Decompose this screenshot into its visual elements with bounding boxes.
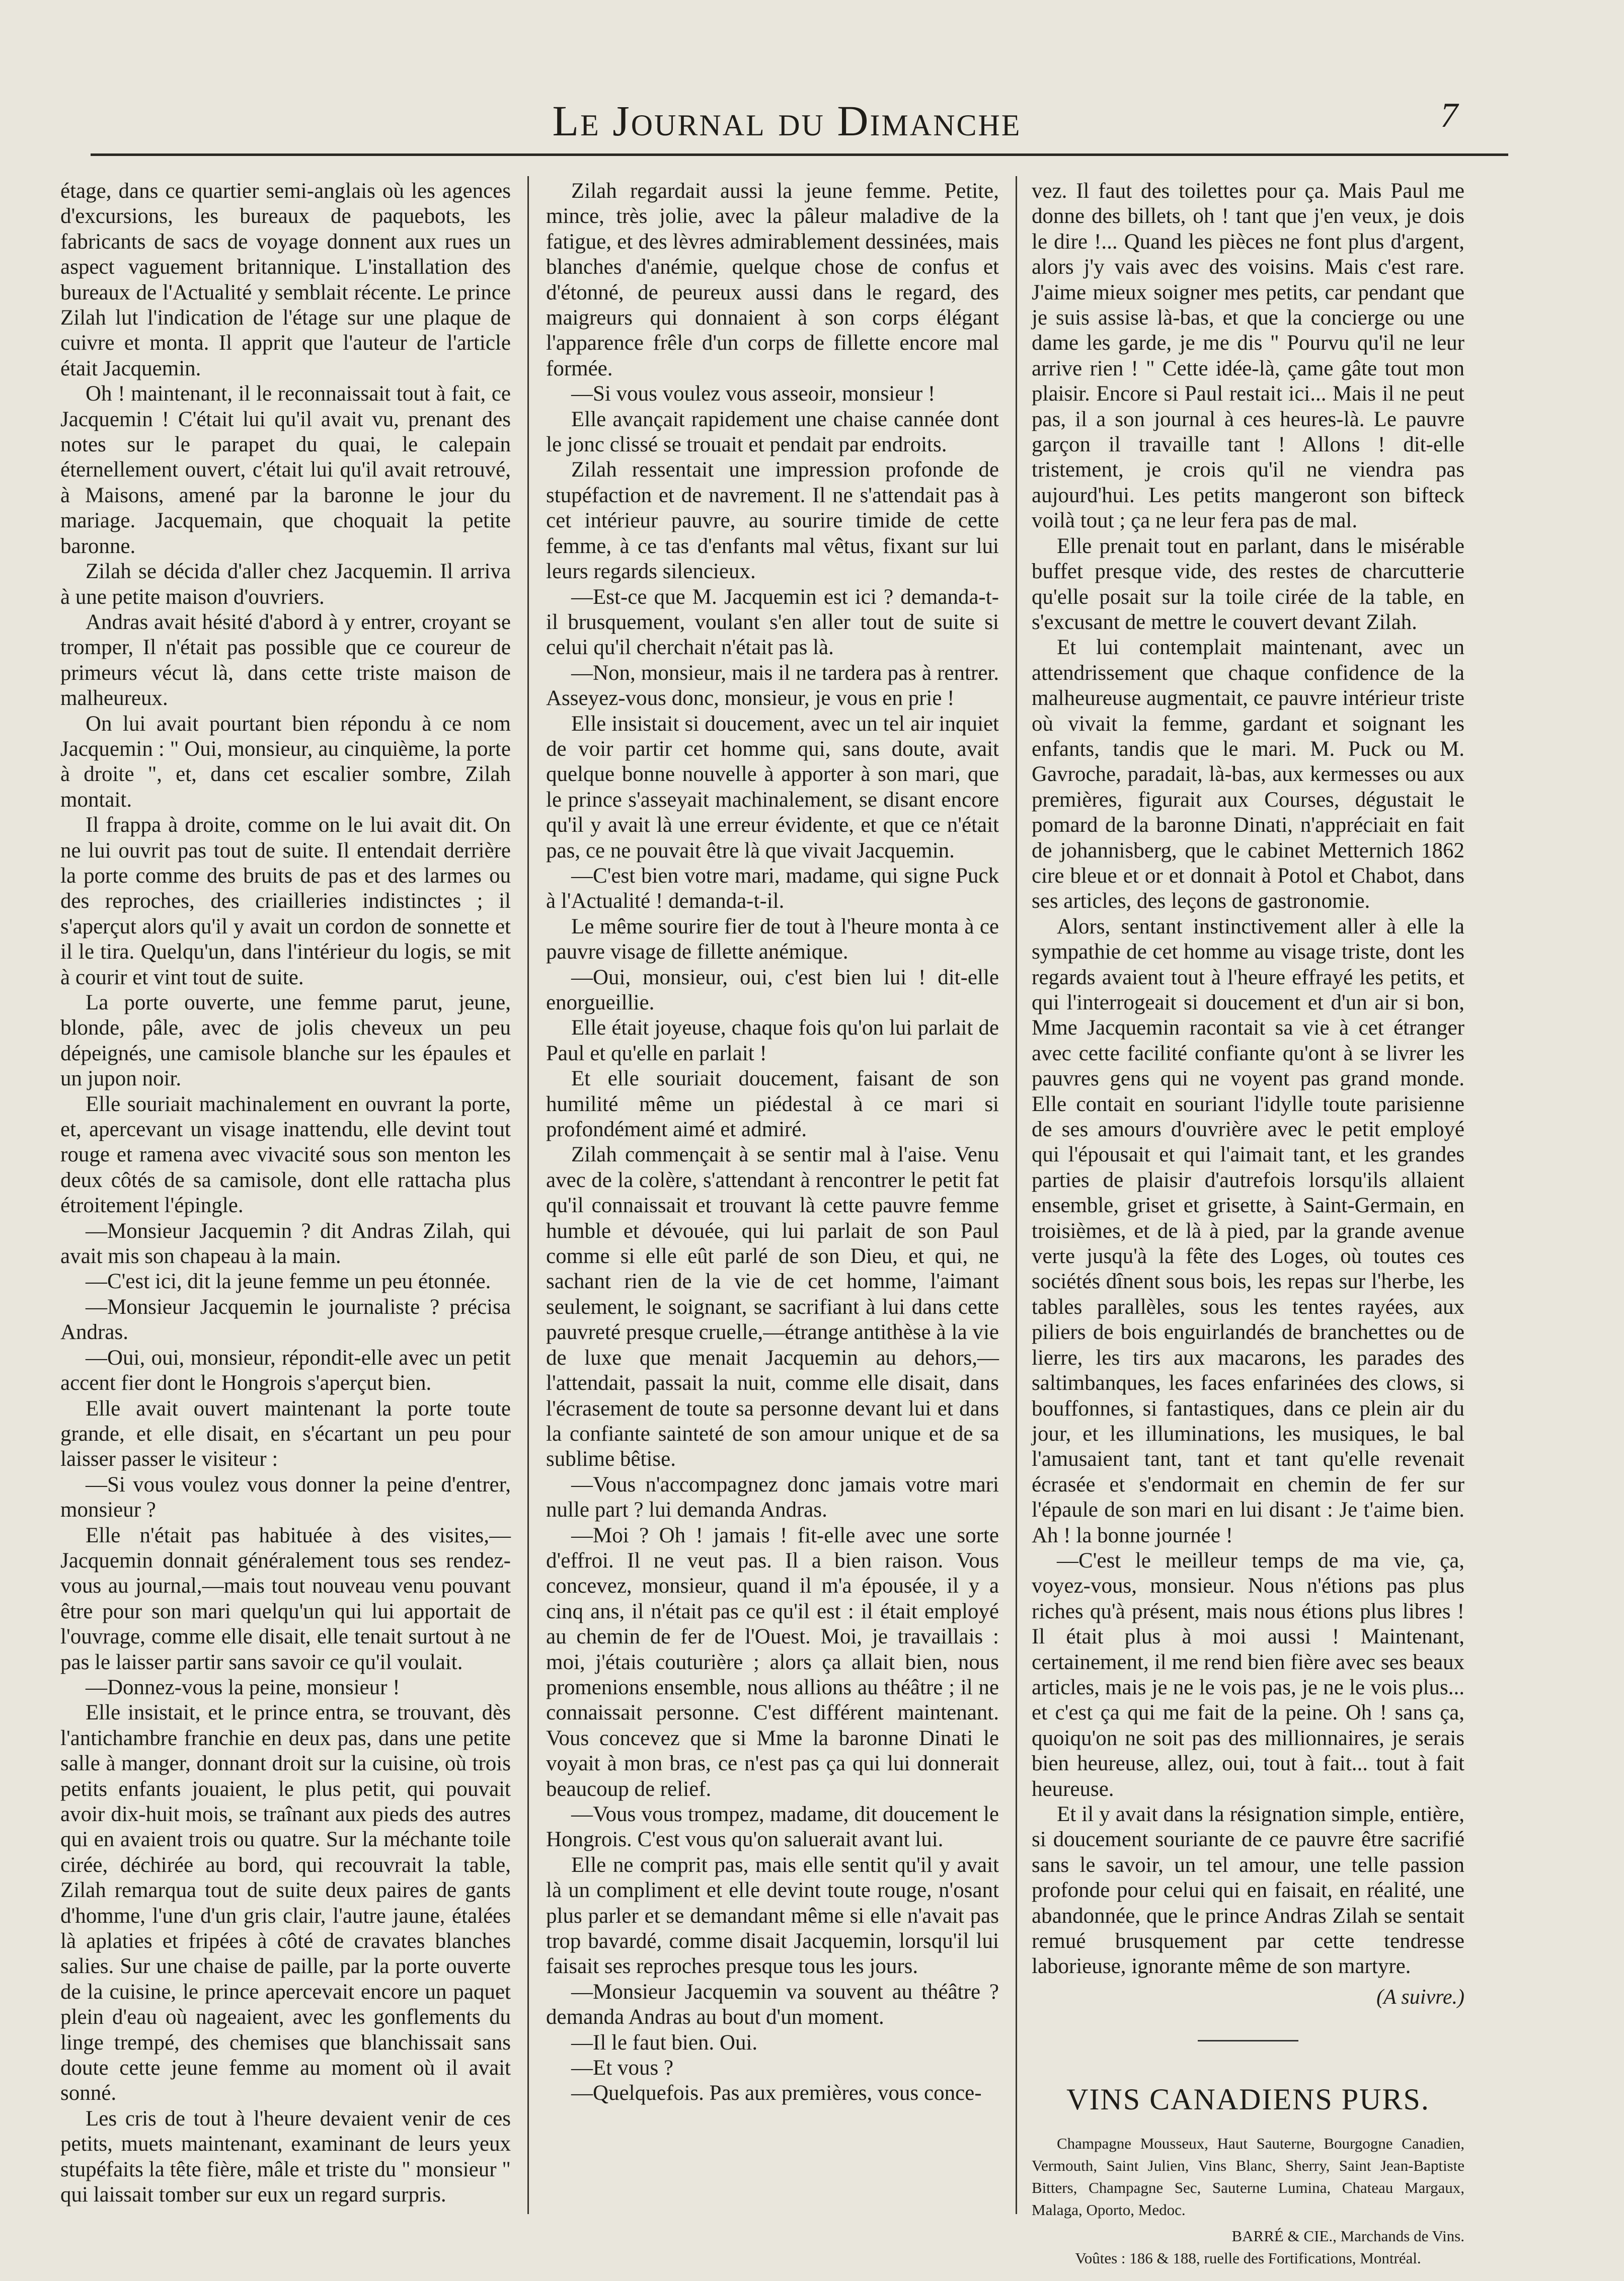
paragraph: —Quelquefois. Pas aux premières, vous conce- <box>571 2081 982 2105</box>
header-rule <box>91 153 1508 156</box>
column-1 <box>60 179 511 2207</box>
paragraph: Elle était joyeuse, chaque fois qu'on lui parlait de Paul et qu'elle en parlait ! <box>546 1016 999 1065</box>
ad-body: Champagne Mousseux, Haut Sauterne, Bourgogne Canadien, Vermouth, Saint Julien, Vins Blanc, Sherry, Saint Jean-Baptiste Bitters, Champagne Sec, Sauterne Lumina, Chateau Margaux, Malaga, Oporto, Medoc. <box>1032 2134 1464 2219</box>
paragraph: Et lui contemplait maintenant, avec un attendrissement que chaque confidence de la malheureuse augmentait, ce pauvre intérieur triste où vivait la femme, gardant et soignant les enfants, tandis que le mari. M. Puck ou M. Gavroche, paradait, là-bas, aux kermesses ou aux premières, figurait aux Courses, dégustait le pomard de la baronne Dinati, n'appréciait en fait de johannisberg, que le cabinet Metternich 1862 cire bleue et or et donnait à Potol et Chabot, dans ses articles, des leçons de gastronomie. <box>1032 636 1464 913</box>
paragraph: Alors, sentant instinctivement aller à elle la sympathie de cet homme au visage triste, dont les regards avaient tout à l'heure effrayé les petits, et qui l'interrogeait si doucement et d'un air si bon, Mme Jacquemin racontait sa vie à cet étranger avec cette facilité confiante qu'ont à se livrer les pauvres gens qui ne voyent pas grand monde. Elle contait en souriant l'idylle toute parisienne de ses amours d'ouvrière avec le petit employé qui l'épousait et qui l'aimait tant, et les grandes parties de plaisir d'autrefois lorsqu'ils allaient ensemble, griset et grisette, à Saint-Germain, en troisièmes, et de là à pied, par la grande avenue verte jusqu'à la fête des Loges, où toutes ces sociétés dînent sous bois, les repas sur l'herbe, les tables parallèles, sous les tentes rayées, aux piliers de bois enguirlandés de branchettes ou de lierre, les tirs aux macarons, les parades des saltimbanques, les faces enfarinées des clows, si bouffonnes, si fantastiques, dans ce plein air du jour, et les illuminations, les musiques, le bal l'amusaient tant, tant et tant qu'elle revenait écrasée et s'endormait en chemin de fer sur l'épaule de son mari en lui disant : Je t'aime bien. Ah ! la bonne journée ! <box>1032 914 1464 1547</box>
paragraph: Et elle souriait doucement, faisant de son humilité même un piédestal à ce mari si profondément aimé et admiré. <box>546 1067 999 1142</box>
paragraph: —Moi ? Oh ! jamais ! fit-elle avec une sorte d'effroi. Il ne veut pas. Il a bien raison. Vous concevez, monsieur, quand il m'a épousée, il y a cinq ans, il n'était pas ce qu'il est : il était employé au chemin de fer de l'Ouest. Moi, je travaillais : moi, j'étais couturière ; alors ça allait bien, nous promenions ensemble, nous allions au théâtre ; il ne connaissait personne. C'est différent maintenant. Vous concevez que si Mme la baronne Dinati le voyait à mon bras, ce n'est pas ça qui lui donnerait beaucoup de relief. <box>546 1523 999 1801</box>
paragraph: Zilah ressentait une impression profonde de stupéfaction et de navrement. Il ne s'attendait pas à cet intérieur pauvre, au sourire timide de cette femme, à ce tas d'enfants mal vêtus, fixant sur lui leurs regards silencieux. <box>546 458 999 584</box>
paragraph: —Et vous ? <box>571 2056 674 2080</box>
paragraph: Zilah regardait aussi la jeune femme. Petite, mince, très jolie, avec la pâleur maladive de la fatigue, et des lèvres admirablement dessinées, mais blanches d'anémie, quelque chose de confus et d'étonné, de peureux aussi dans le regard, des maigreurs qui donnaient à son corps élégant l'apparence frêle d'un corps de fillette encore mal formée. <box>546 179 999 380</box>
paragraph: Elle insistait si doucement, avec un tel air inquiet de voir partir cet homme qui, sans doute, avait quelque bonne nouvelle à apporter à son mari, que le prince s'asseyait machinalement, se disant encore qu'il y avait là une erreur évidente, et que ce n'était pas, ce ne pouvait être là que vivait Jacquemin. <box>546 712 999 862</box>
paragraph: —Monsieur Jacquemin ? dit Andras Zilah, qui avait mis son chapeau à la main. <box>60 1219 511 1269</box>
paragraph: —Monsieur Jacquemin va souvent au théâtre ? demanda Andras au bout d'un moment. <box>546 1980 999 2029</box>
paragraph: —Donnez-vous la peine, monsieur ! <box>86 1675 400 1699</box>
paragraph: Elle avançait rapidement une chaise cannée dont le jonc clissé se trouait et pendait par endroits. <box>546 407 999 457</box>
paragraph: —C'est ici, dit la jeune femme un peu étonnée. <box>86 1270 491 1294</box>
paragraph: —Oui, monsieur, oui, c'est bien lui ! dit-elle enorgueillie. <box>546 965 999 1014</box>
paragraph: —Monsieur Jacquemin le journaliste ? précisa Andras. <box>60 1295 511 1345</box>
running-title: Le Journal du Dimanche <box>552 97 1022 145</box>
paragraph: Elle insistait, et le prince entra, se trouvant, dès l'antichambre franchie en deux pas, dans une petite salle à manger, donnant droit sur la cuisine, où trois petits enfants jouaient, le plus petit, qui pouvait avoir dix-huit mois, se traînant aux pieds des autres qui en avaient trois ou quatre. Sur la méchante toile cirée, déchirée au bord, qui recouvrait la table, Zilah remarqua tout de suite deux paires de gants d'homme, l'une d'un gris clair, l'autre jaune, étalées là aplaties et fripées à côté de cravates blanches salies. Sur une chaise de paille, par la porte ouverte de la cuisine, le prince apercevait encore un paquet plein d'eau où nageaient, avec les gonflements du linge trempé, des chemises que blanchissait sans doute cette jeune femme au moment où il avait sonné. <box>60 1701 511 2105</box>
paragraph: La porte ouverte, une femme parut, jeune, blonde, pâle, avec de jolis cheveux un peu dépeignés, une camisole blanche sur les épaules et un jupon noir. <box>60 991 511 1091</box>
page-number: 7 <box>1440 96 1458 135</box>
paragraph: —Oui, oui, monsieur, répondit-elle avec un petit accent fier dont le Hongrois s'aperçut bien. <box>60 1346 511 1395</box>
paragraph: Les cris de tout à l'heure devaient venir de ces petits, muets maintenant, examinant de leurs yeux stupéfaits la tête fière, mâle et triste du " monsieur " qui laissait tomber sur eux un regard surpris. <box>60 2106 511 2207</box>
paragraph: Zilah commençait à se sentir mal à l'aise. Venu avec de la colère, s'attendant à rencontrer le petit fat qu'il connaissait et trouvant là cette pauvre femme humble et dévouée, qui lui parlait de son Paul comme si elle eût parlé de son Dieu, et qui, ne sachant rien de la vie de cet homme, l'aimant seulement, le soignant, se sacrifiant à lui dans cette pauvreté presque cruelle,—étrange antithèse à la vie de luxe que menait Jacquemin au dehors,—l'attendait, passait la nuit, comme elle disait, dans l'écrasement de toute sa personne devant lui et dans la confiante sainteté de son amour unique et de sa sublime bêtise. <box>546 1143 999 1471</box>
paragraph: Andras avait hésité d'abord à y entrer, croyant se tromper, Il n'était pas possible que ce coureur de primeurs vécut là, dans cette triste maison de malheureux. <box>60 610 511 711</box>
ad-title: VINS CANADIENS PURS. <box>1066 2083 1430 2116</box>
column-3-text <box>1032 179 1464 1980</box>
paragraph: Elle prenait tout en parlant, dans le misérable buffet presque vide, des restes de charcutterie qu'elle posait sur la toile cirée de la table, en s'excusant de mettre le couvert devant Zilah. <box>1032 534 1464 634</box>
column-rule <box>527 176 529 2214</box>
paragraph: Et il y avait dans la résignation simple, entière, si doucement souriante de ce pauvre être sacrifié sans le savoir, un tel amour, une telle passion profonde pour celui qui en faisait, en réalité, une abandonnée, que le prince Andras Zilah se sentait remué brusquement par cette tendresse laborieuse, ignorante même de son martyre. <box>1032 1802 1464 1979</box>
paragraph: —Non, monsieur, mais il ne tardera pas à rentrer. Asseyez-vous donc, monsieur, je vous en prie ! <box>546 661 999 711</box>
paragraph: —Vous vous trompez, madame, dit doucement le Hongrois. C'est vous qu'on saluerait avant lui. <box>546 1802 999 1852</box>
section-divider <box>1198 2040 1298 2041</box>
ad-address: Voûtes : 186 & 188, ruelle des Fortifications, Montréal. <box>1075 2249 1421 2267</box>
paragraph: —C'est bien votre mari, madame, qui signe Puck à l'Actualité ! demanda-t-il. <box>546 863 999 913</box>
paragraph: Elle n'était pas habituée à des visites,—Jacquemin donnait généralement tous ses rendez-vous au journal,—mais tout nouveau venu pouvant être pour son mari quelqu'un qui lui apportait de l'ouvrage, comme elle disait, elle tenait surtout à ne pas le laisser partir sans savoir ce qu'il voulait. <box>60 1523 511 1674</box>
paragraph: —Est-ce que M. Jacquemin est ici ? demanda-t-il brusquement, voulant s'en aller tout de suite si celui qu'il cherchait n'était pas là. <box>546 585 999 660</box>
paragraph: —Si vous voulez vous asseoir, monsieur ! <box>571 382 936 406</box>
ad-signature: BARRÉ & CIE., Marchands de Vins. <box>1231 2227 1464 2245</box>
paragraph: —C'est le meilleur temps de ma vie, ça, voyez-vous, monsieur. Nous n'étions pas plus riches qu'à présent, mais nous étions plus libres ! Il était plus à moi aussi ! Maintenant, certainement, il me rend bien fière avec ses beaux articles, mais je ne le vois pas, je ne le vois plus... et c'est ça qui me fait de la peine. Oh ! sans ça, quoiqu'on ne soit pas des millionnaires, je serais bien heureuse, allez, oui, tout à fait... tout à fait heureuse. <box>1032 1548 1464 1801</box>
column-rule <box>1016 176 1017 2214</box>
paragraph: Il frappa à droite, comme on le lui avait dit. On ne lui ouvrit pas tout de suite. Il entendait derrière la porte comme des bruits de pas et des larmes ou des reproches, des criailleries indistinctes ; il s'aperçut alors qu'il y avait un cordon de sonnette et il le tira. Quelqu'un, dans l'intérieur du logis, se mit à courir et vint tout de suite. <box>60 813 511 989</box>
paragraph: étage, dans ce quartier semi-anglais où les agences d'excursions, les bureaux de paquebots, les fabricants de sacs de voyage donnent aux rues un aspect vaguement britannique. L'installation des bureaux de l'Actualité y semblait récente. Le prince Zilah lut l'indication de l'étage sur une plaque de cuivre et monta. Il apprit que l'auteur de l'article était Jacquemin. <box>60 179 511 380</box>
column-3 <box>1032 179 1464 2267</box>
paragraph: Le même sourire fier de tout à l'heure monta à ce pauvre visage de fillette anémique. <box>546 914 999 964</box>
paragraph: On lui avait pourtant bien répondu à ce nom Jacquemin : " Oui, monsieur, au cinquième, la porte à droite ", et, dans cet escalier sombre, Zilah montait. <box>60 712 511 812</box>
paragraph: Elle ne comprit pas, mais elle sentit qu'il y avait là un compliment et elle devint toute rouge, n'osant plus parler et se demandant même si elle n'avait pas trop bavardé, comme disait Jacquemin, lorsqu'il lui faisait ses reproches presque tous les jours. <box>546 1853 999 1979</box>
paragraph: vez. Il faut des toilettes pour ça. Mais Paul me donne des billets, oh ! tant que j'en veux, je dois le dire !... Quand les pièces ne font plus d'argent, alors j'y vais avec des voisins. Mais c'est rare. J'aime mieux soigner mes petits, car pendant que je suis assise là-bas, et que la concierge ou une dame les garde, je me dis " Pourvu qu'il ne leur arrive rien ! " Cette idée-là, çame gâte tout mon plaisir. Encore si Paul restait ici... Mais il ne peut pas, il a son journal à ces heures-là. Le pauvre garçon il travaille tant ! Allons ! dit-elle tristement, je crois qu'il ne viendra pas aujourd'hui. Les petits mangeront son bifteck voilà tout ; ça ne leur fera pas de mal. <box>1032 179 1464 533</box>
column-2 <box>546 179 999 2196</box>
paragraph: Elle avait ouvert maintenant la porte toute grande, et elle disait, en s'écartant un peu pour laisser passer le visiteur : <box>60 1396 511 1471</box>
paragraph: Zilah se décida d'aller chez Jacquemin. Il arriva à une petite maison d'ouvriers. <box>60 560 511 609</box>
paragraph: —Il le faut bien. Oui. <box>571 2030 758 2055</box>
paragraph: Elle souriait machinalement en ouvrant la porte, et, apercevant un visage inattendu, elle devint tout rouge et ramena avec vivacité sous son menton les deux côtés de sa camisole, dont elle rattacha plus étroitement l'épingle. <box>60 1092 511 1218</box>
paragraph: Oh ! maintenant, il le reconnaissait tout à fait, ce Jacquemin ! C'était lui qu'il avait vu, prenant des notes sur le parapet du quai, le calepain éternellement ouvert, c'était lui qu'il avait retrouvé, à Maisons, amené par la baronne le jour du mariage. Jacquemain, que choquait la petite baronne. <box>60 382 511 558</box>
serial-signoff: (A suivre.) <box>1376 1985 1464 2009</box>
wine-advertisement <box>1032 2083 1464 2269</box>
paragraph: —Si vous voulez vous donner la peine d'entrer, monsieur ? <box>60 1472 511 1522</box>
paragraph: —Vous n'accompagnez donc jamais votre mari nulle part ? lui demanda Andras. <box>546 1472 999 1522</box>
